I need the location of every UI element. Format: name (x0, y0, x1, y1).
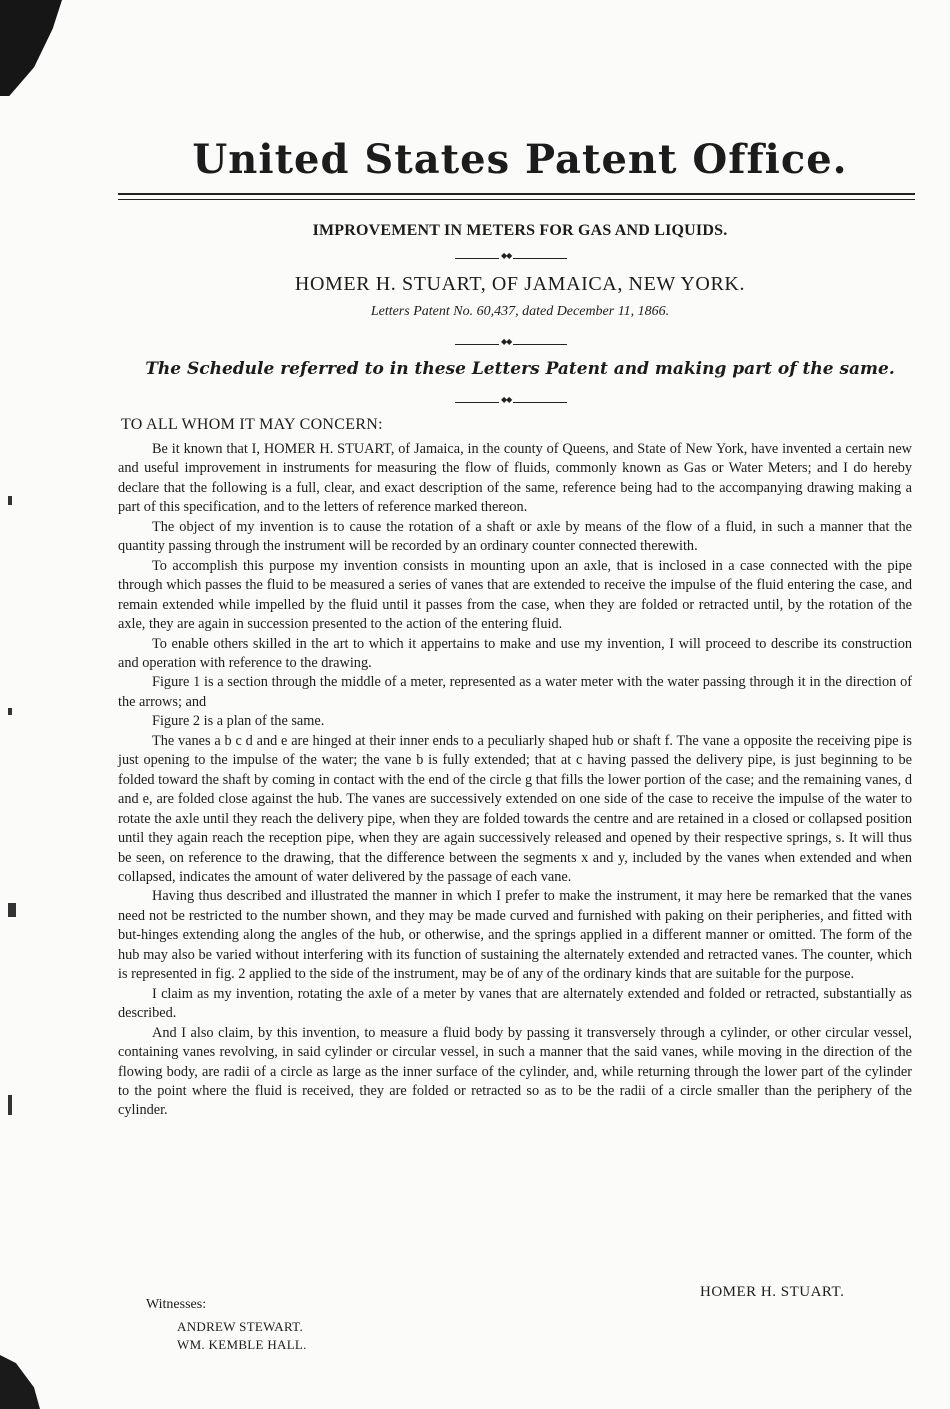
paragraph-intro: Be it known that I, HOMER H. STUART, of Jamaica, in the county of Queens, and State of New York, have invented a certain new and useful improvement in instruments for measuring the flow of fluids, commonly known as Gas or Water Meters; and I do hereby declare that the following is a full, clear, and exact description of the same, reference being had to the accompanying drawing making a part of this specification, and to the letters of reference marked thereon. (118, 441, 912, 516)
scan-speck (8, 1095, 12, 1115)
witness-name: ANDREW STEWART. (177, 1319, 304, 1334)
specification-body (118, 440, 912, 1121)
scan-shadow-top-left (0, 0, 62, 96)
office-title: United States Patent Office. (192, 136, 848, 183)
paragraph-figure-2: Figure 2 is a plan of the same. (152, 713, 325, 730)
inventor-line: HOMER H. STUART, OF JAMAICA, NEW YORK. (294, 273, 746, 295)
letters-patent-line (120, 304, 920, 320)
paragraph-vanes: The vanes a b c d and e are hinged at their inner ends to a peculiarly shaped hub or shaft f. The vane a opposite the receiving pipe is just opening to the impulse of the water; the vane b is fully extended; that at c having passed the delivery pipe, is just beginning to be folded toward the shaft by coming in contact with the end of the circle g that fills the lower portion of the case; and the remaining vanes, d and e, are folded close against the hub. The vanes are successively extended on one side of the case to receive the impulse of the water to rotate the axle until they reach the delivery pipe, when they are folded towards the centre and are retained in a closed or collapsed position until they again reach the reception pipe, when they are again successively released and opened by their respective springs, s. It will thus be seen, on reference to the drawing, that the difference between the segments x and y, included by the vanes when extended and when collapsed, indicates the amount of water delivered by the passage of each vane. (118, 732, 912, 885)
scan-speck (8, 496, 12, 505)
scan-speck (8, 708, 12, 715)
witness-name: WM. KEMBLE HALL. (177, 1337, 307, 1352)
paragraph-variations: Having thus described and illustrated the manner in which I prefer to make the instrument, it may here be remarked that the vanes need not be restricted to the number shown, and they may be made curved and furnished with paking on their peripheries, and fitted with but-hinges extending along the angles of the hub, or otherwise, and the springs applied in a different manner or omitted. The form of the hub may also be varied without interfering with its function of sustaining the alternately extended and retracted vanes. The counter, which is represented in fig. 2 applied to the side of the instrument, may be of any of the ordinary kinds that are suitable for the purpose. (118, 888, 912, 983)
paragraph-figure-1: Figure 1 is a section through the middle of a meter, represented as a water meter with the water passing through it in the direction of the arrows; and (118, 674, 912, 710)
patent-subject: IMPROVEMENT IN METERS FOR GAS AND LIQUIDS. (312, 222, 728, 239)
ornamental-rule (455, 398, 567, 408)
ornamental-rule (455, 254, 567, 264)
ornamental-rule (455, 340, 567, 350)
scan-shadow-bottom-left (0, 1355, 40, 1409)
salutation: TO ALL WHOM IT MAY CONCERN: (121, 416, 383, 433)
paragraph-claim-2: And I also claim, by this invention, to measure a fluid body by passing it transversely through a cylinder, or other circular vessel, containing vanes revolving, in said cylinder or circular vessel, in such a manner that the said vanes, while moving in the direction of the flowing body, are radii of a circle as large as the inner surface of the cylinder, and, while returning through the lower part of the cylinder to the point where the fluid is received, they are folded or retracted so as to be the radii of a circle smaller than the periphery of the cylinder. (118, 1024, 912, 1119)
paragraph-purpose: To accomplish this purpose my invention consists in mounting upon an axle, that is inclosed in a case connected with the pipe through which passes the fluid to be measured a series of vanes that are extended to receive the impulse of the fluid entering the case, and remain extended while impelled by the fluid until it passes from the case, when they are folded or retracted until, by the rotation of the axle, they are again in succession presented to the action of the entering fluid. (118, 557, 912, 633)
paragraph-claim-1: I claim as my invention, rotating the axle of a meter by vanes that are alternately extended and folded or retracted, substantially as described. (118, 985, 912, 1022)
scan-speck (8, 903, 16, 917)
schedule-line: The Schedule referred to in these Letters Patent and making part of the same. (145, 359, 895, 379)
letters-patent-text: Letters Patent No. 60,437, dated December 11, 1866. (370, 304, 670, 319)
witnesses-label: Witnesses: (146, 1297, 207, 1312)
paragraph-enable: To enable others skilled in the art to which it appertains to make and use my invention, I will proceed to describe its construction and operation with reference to the drawing. (118, 635, 912, 671)
inventor-signature: HOMER H. STUART. (700, 1284, 845, 1300)
double-rule (118, 193, 915, 200)
paragraph-object: The object of my invention is to cause the rotation of a shaft or axle by means of the flow of a fluid, in such a manner that the quantity passing through the instrument will be recorded by an ordinary counter connected therewith. (118, 518, 912, 555)
